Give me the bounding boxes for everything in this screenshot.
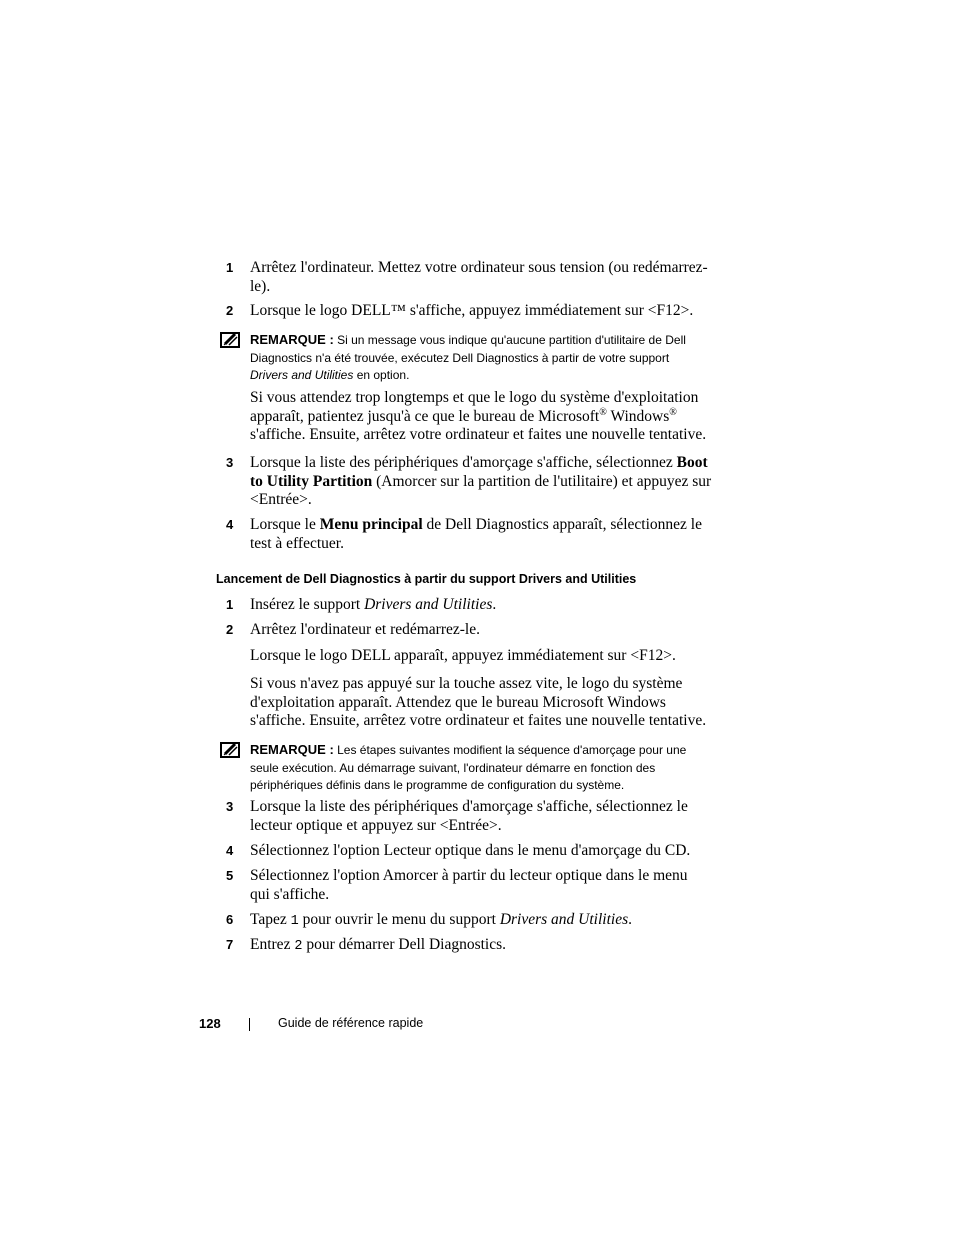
step-number: 6	[226, 912, 234, 927]
step-number: 5	[226, 868, 234, 883]
step-text: test à effectuer.	[250, 534, 344, 552]
paragraph-line: apparaît, patientez jusqu'à ce que le bureau de Microsoft	[250, 407, 600, 425]
registered-mark: ®	[669, 406, 677, 418]
paragraph	[250, 389, 720, 445]
note-label: REMARQUE :	[250, 742, 334, 757]
paragraph-line: s'affiche. Ensuite, arrêtez votre ordinateur et faites une nouvelle tentative.	[250, 426, 707, 443]
paragraph-line: s'affiche. Ensuite, arrêtez votre ordinateur et faites une nouvelle tentative.	[250, 712, 707, 729]
note-text: Diagnostics n'a été trouvée, exécutez Dell Diagnostics à partir de votre support	[250, 350, 670, 365]
step-text: .	[492, 596, 497, 613]
step-number: 3	[226, 799, 234, 814]
paragraph-line: d'exploitation apparaît. Attendez que le bureau Microsoft Windows	[250, 693, 666, 711]
note-pencil-icon	[220, 742, 240, 758]
step-number: 1	[226, 260, 234, 275]
step-number: 2	[226, 303, 234, 318]
paragraph-line: Lorsque le logo DELL apparaît, appuyez immédiatement sur <F12>.	[250, 647, 676, 664]
registered-mark: ®	[599, 406, 607, 418]
step-text: Arrêtez l'ordinateur et redémarrez-le.	[250, 621, 480, 638]
step-text: Entrez	[250, 936, 295, 953]
step-number: 3	[226, 455, 234, 470]
note-label: REMARQUE :	[250, 332, 334, 347]
step-text-bold: Menu principal	[319, 516, 423, 533]
note-text: seule exécution. Au démarrage suivant, l'ordinateur démarre en fonction des	[250, 760, 656, 775]
step-text: Lorsque le	[250, 516, 320, 533]
step-text: Lorsque la liste des périphériques d'amorçage s'affiche, sélectionnez le	[250, 798, 688, 815]
step-text: pour ouvrir le menu du support	[298, 911, 500, 928]
section-heading: Lancement de Dell Diagnostics à partir du support Drivers and Utilities	[216, 572, 637, 586]
note-text-italic: Drivers and Utilities	[250, 368, 354, 382]
step-text-italic: Drivers and Utilities	[364, 596, 493, 613]
step-text: Lorsque la liste des périphériques d'amorçage s'affiche, sélectionnez	[250, 454, 677, 471]
step-text: <Entrée>.	[250, 491, 312, 508]
paragraph-line: Si vous attendez trop longtemps et que le logo du système d'exploitation	[250, 389, 699, 406]
step-text: de Dell Diagnostics apparaît, sélectionnez le	[422, 516, 702, 533]
step-text: Arrêtez l'ordinateur. Mettez votre ordinateur sous tension (ou redémarrez-	[250, 259, 708, 276]
step-text: qui s'affiche.	[250, 885, 330, 903]
note-text: Si un message vous indique qu'aucune partition d'utilitaire de Dell	[333, 333, 686, 347]
step-text: Sélectionnez l'option Amorcer à partir du lecteur optique dans le menu	[250, 867, 688, 884]
step-text: (Amorcer sur la partition de l'utilitaire) et appuyez sur	[372, 472, 712, 490]
footer-divider	[249, 1018, 250, 1031]
step-text-bold: Boot	[676, 454, 708, 471]
code-text: 1	[290, 914, 299, 929]
step-text: lecteur optique et appuyez sur <Entrée>.	[250, 816, 502, 834]
step-number: 4	[226, 843, 234, 858]
step-number: 2	[226, 622, 234, 637]
step-text-bold: to Utility Partition	[250, 472, 373, 490]
step-text: le).	[250, 277, 271, 295]
step-text: .	[628, 911, 632, 928]
step-text: Insérez le support	[250, 596, 365, 613]
footer-title: Guide de référence rapide	[278, 1016, 424, 1030]
step-number: 7	[226, 937, 234, 952]
page-number: 128	[199, 1016, 221, 1031]
step-text-italic: Drivers and Utilities	[499, 911, 629, 928]
step-number: 1	[226, 597, 234, 612]
paragraph-line: Si vous n'avez pas appuyé sur la touche assez vite, le logo du système	[250, 675, 683, 692]
note-text: Les étapes suivantes modifient la séquence d'amorçage pour une	[333, 743, 687, 757]
step-text: Lorsque le logo DELL™ s'affiche, appuyez immédiatement sur <F12>.	[250, 302, 694, 319]
paragraph-line: Windows	[606, 407, 670, 425]
paragraph	[250, 675, 720, 731]
code-text: 2	[294, 939, 303, 954]
step-text: Tapez	[250, 911, 291, 928]
step-text: pour démarrer Dell Diagnostics.	[302, 936, 507, 953]
paragraph	[250, 647, 720, 666]
note-pencil-icon	[220, 332, 240, 348]
note-text: périphériques définis dans le programme de configuration du système.	[250, 778, 625, 792]
step-text: Sélectionnez l'option Lecteur optique dans le menu d'amorçage du CD.	[250, 842, 691, 859]
step-number: 4	[226, 517, 234, 532]
note-text: en option.	[353, 368, 410, 382]
